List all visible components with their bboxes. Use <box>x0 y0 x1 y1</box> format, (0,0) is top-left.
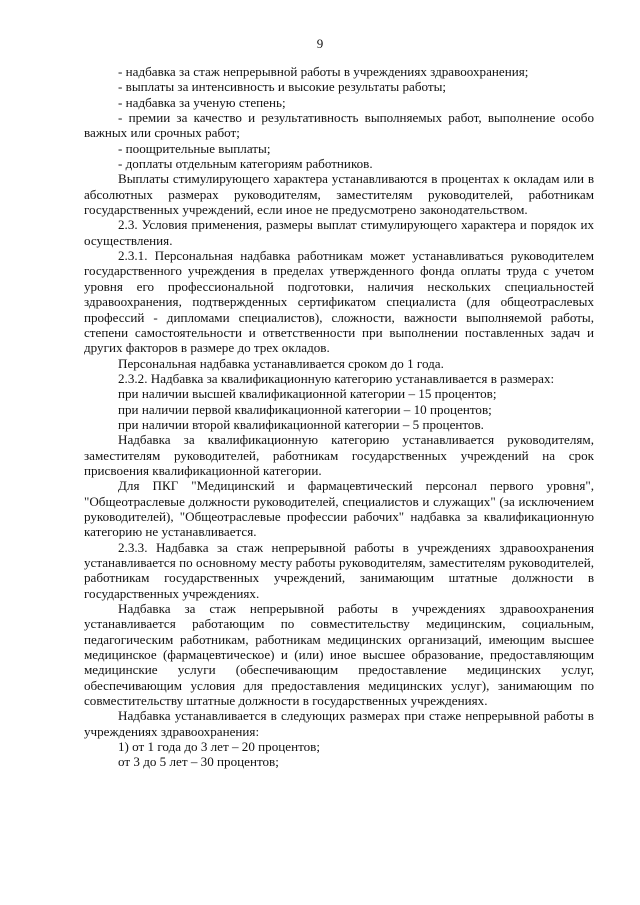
paragraph: при наличии высшей квалификационной категории – 15 процентов; <box>118 386 497 402</box>
paragraph: 2.3.2. Надбавка за квалификационную категорию устанавливается в размерах: <box>118 370 555 386</box>
paragraph: Надбавка устанавливается в следующих размерах при стаже непрерывной работы в учреждениях здравоохранения: <box>84 708 594 739</box>
paragraph: при наличии первой квалификационной категории – 10 процентов; <box>118 401 492 417</box>
list-item: - поощрительные выплаты; <box>118 140 271 156</box>
paragraph: Надбавка за квалификационную категорию устанавливается руководителям, заместителям руководителей, работникам государственных учреждений на срок присвоения квалификационной категории. <box>84 432 594 478</box>
paragraph: Персональная надбавка устанавливается сроком до 1 года. <box>118 355 444 371</box>
document-body <box>84 64 594 770</box>
paragraph: Надбавка за стаж непрерывной работы в учреждениях здравоохранения устанавливается работающим по совместительству медицинским, социальным, педагогическим работникам, работникам медицинских организаций, имеющим высшее медицинское (фармацевтическое) и (или) иное высшее образование, предоставляющим медицинские услуги (обеспечивающим предоставление медицинских услуг, обеспечивающим условия для предоставления медицинских услуг), занимающим по совместительству штатные должности в государственных учреждениях. <box>84 601 594 709</box>
paragraph: 2.3.3. Надбавка за стаж непрерывной работы в учреждениях здравоохранения устанавливается по основному месту работы руководителям, заместителям руководителей, работникам государственных учреждений, занимающим штатные должности в государственных учреждениях. <box>84 539 594 601</box>
paragraph: Для ПКГ "Медицинский и фармацевтический персонал первого уровня", "Общеотраслевые должности руководителей, специалистов и служащих" (за исключением руководителей), "Общеотраслевые профессии рабочих" надбавка за квалификационную категорию не устанавливается. <box>84 478 594 540</box>
list-item: - доплаты отдельным категориям работников. <box>118 156 373 172</box>
paragraph: 2.3.1. Персональная надбавка работникам может устанавливаться руководителем государственного учреждения в пределах утвержденного фонда оплаты труда с учетом уровня его профессиональной подготовки, наличия нескольких специальностей здравоохранения, подтвержденных сертификатом специалиста (для общеотраслевых профессий - дипломами специалистов), сложности, важности выполняемой работы, степени самостоятельности и ответственности при выполнении поставленных задач и других факторов в размере до трех окладов. <box>84 248 594 356</box>
list-item: - премии за качество и результативность выполняемых работ, выполнение особо важных или срочных работ; <box>84 110 594 141</box>
list-item: - выплаты за интенсивность и высокие результаты работы; <box>118 79 447 95</box>
paragraph: от 3 до 5 лет – 30 процентов; <box>118 754 279 770</box>
list-item: - надбавка за ученую степень; <box>118 94 286 110</box>
list-item: - надбавка за стаж непрерывной работы в учреждениях здравоохранения; <box>118 64 529 79</box>
paragraph: при наличии второй квалификационной категории – 5 процентов. <box>118 416 484 432</box>
paragraph: 1) от 1 года до 3 лет – 20 процентов; <box>118 739 321 755</box>
section-heading: 2.3. Условия применения, размеры выплат стимулирующего характера и порядок их осуществления. <box>84 217 594 248</box>
paragraph: Выплаты стимулирующего характера устанавливаются в процентах к окладам или в абсолютных размерах руководителям, заместителям руководителей, работникам государственных учреждений, если иное не предусмотрено законодательством. <box>84 171 594 218</box>
page-number: 9 <box>316 36 324 51</box>
